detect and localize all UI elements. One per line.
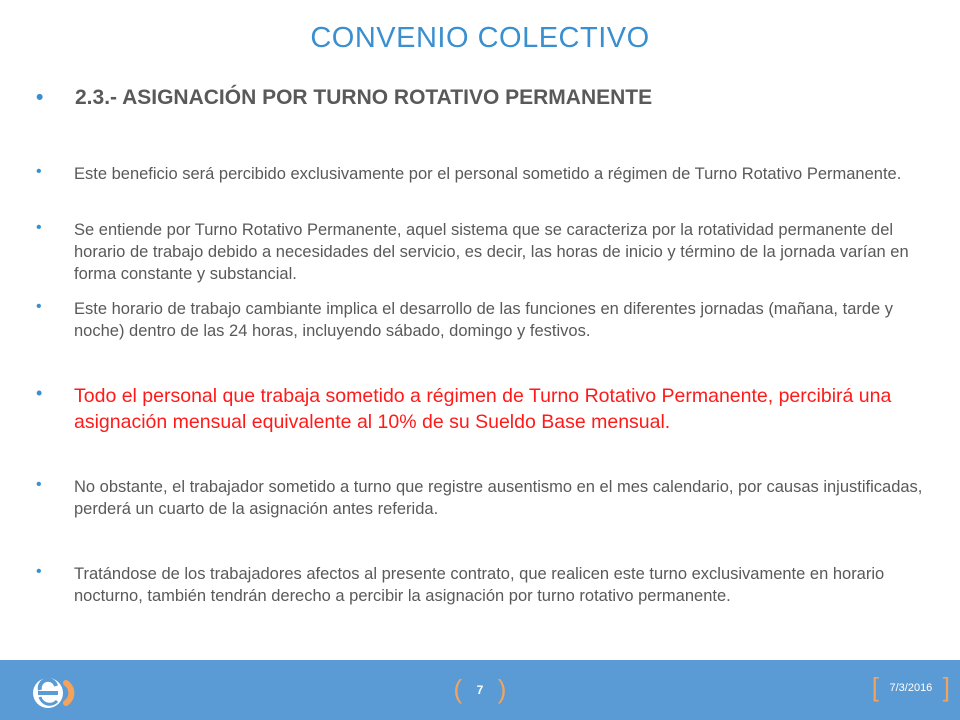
bullet-icon: •	[36, 163, 42, 180]
list-item-highlight	[36, 383, 926, 435]
close-bracket: ]	[942, 672, 950, 702]
bullet-icon: •	[36, 563, 42, 580]
section-heading-text: 2.3.- ASIGNACIÓN POR TURNO ROTATIVO PERMANENTE	[75, 86, 653, 109]
list-item	[36, 476, 926, 520]
open-bracket: [	[871, 672, 880, 702]
bullet-icon: •	[36, 219, 42, 236]
bullet-icon: •	[36, 86, 44, 109]
open-paren: (	[453, 674, 463, 704]
bullet-icon: •	[36, 298, 42, 315]
list-item-text: No obstante, el trabajador sometido a turno que registre ausentismo en el mes calendario, por causas injustificadas, perderá un cuarto de la asignación antes referida.	[74, 478, 923, 518]
list-item	[36, 163, 926, 185]
list-item-text: Se entiende por Turno Rotativo Permanente, aquel sistema que se caracteriza por la rotatividad permanente del horario de trabajo debido a necesidades del servicio, es decir, las horas de inicio y término de la jornada varían en forma constante y substancial.	[74, 221, 909, 283]
close-paren: )	[497, 674, 507, 704]
page-number-group	[0, 674, 960, 705]
list-item	[36, 563, 926, 607]
bullet-icon: •	[36, 383, 43, 403]
date-group	[872, 672, 950, 703]
list-item	[36, 219, 926, 285]
list-item-text: Este beneficio será percibido exclusivamente por el personal sometido a régimen de Turno Rotativo Permanente.	[74, 165, 902, 183]
list-item-text: Tratándose de los trabajadores afectos al presente contrato, que realicen este turno exclusivamente en horario nocturno, también tendrán derecho a percibir la asignación por turno rotativo permanente.	[74, 565, 885, 605]
page-number: 7	[476, 682, 484, 697]
list-item-text: Todo el personal que trabaja sometido a régimen de Turno Rotativo Permanente, percibirá una asignación mensual equivalente al 10% de su Sueldo Base mensual.	[74, 385, 892, 433]
slide-title: CONVENIO COLECTIVO	[310, 22, 650, 54]
section-heading	[36, 86, 916, 110]
list-item	[36, 298, 926, 342]
slide-date: 7/3/2016	[889, 681, 933, 694]
list-item-text: Este horario de trabajo cambiante implica el desarrollo de las funciones en diferentes jornadas (mañana, tarde y noche) dentro de las 24 horas, incluyendo sábado, domingo y festivos.	[74, 300, 894, 340]
bullet-icon: •	[36, 476, 42, 493]
